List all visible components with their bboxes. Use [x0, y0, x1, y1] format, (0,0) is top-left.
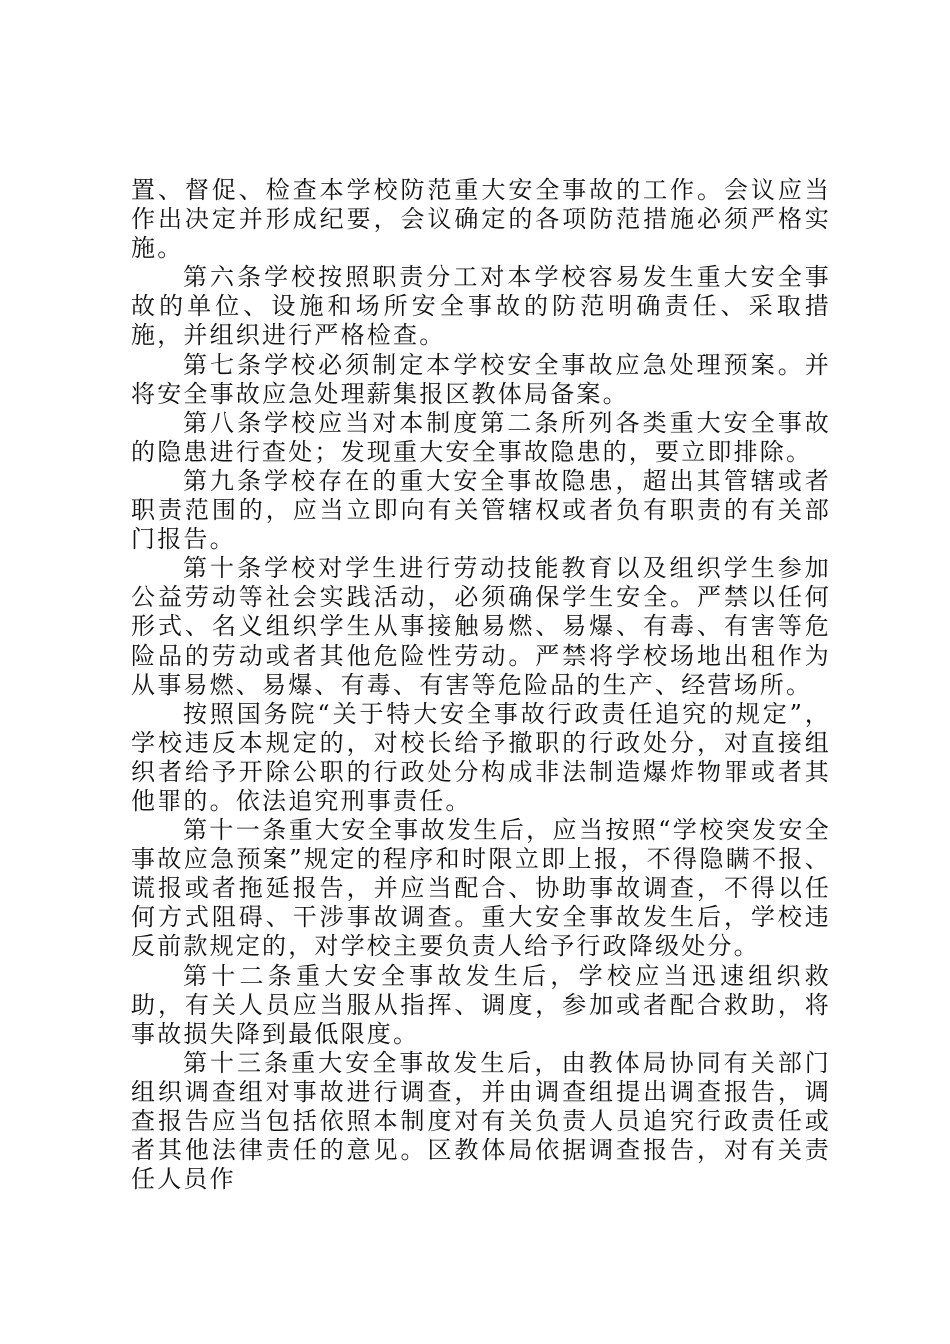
paragraph-article-7: 第七条学校必须制定本学校安全事故应急处理预案。并将安全事故应急处理薪集报区教体局备案。 — [131, 350, 831, 408]
paragraph-article-13: 第十三条重大安全事故发生后，由教体局协同有关部门组织调查组对事故进行调查，并由调查组提出调查报告，调查报告应当包括依照本制度对有关负责人员追究行政责任或者其他法律责任的意见。区教体局依据调查报告，对有关责任人员作 — [131, 1048, 831, 1194]
paragraph-article-11: 第十一条重大安全事故发生后，应当按照“学校突发安全事故应急预案”规定的程序和时限立即上报，不得隐瞒不报、谎报或者拖延报告，并应当配合、协助事故调查，不得以任何方式阻碍、干涉事故调查。重大安全事故发生后，学校违反前款规定的，对学校主要负责人给予行政降级处分。 — [131, 816, 831, 961]
document-body — [131, 176, 831, 1194]
paragraph-state-council-rule: 按照国务院“关于特大安全事故行政责任追究的规定”，学校违反本规定的，对校长给予撤职的行政处分，对直接组织者给予开除公职的行政处分构成非法制造爆炸物罪或者其他罪的。依法追究刑事责任。 — [131, 699, 831, 815]
paragraph-article-6: 第六条学校按照职责分工对本学校容易发生重大安全事故的单位、设施和场所安全事故的防范明确责任、采取措施，并组织进行严格检查。 — [131, 263, 831, 350]
paragraph-article-9: 第九条学校存在的重大安全事故隐患，超出其管辖或者职责范围的，应当立即向有关管辖权或者负有职责的有关部门报告。 — [131, 466, 831, 554]
paragraph-continuation: 置、督促、检查本学校防范重大安全事故的工作。会议应当作出决定并形成纪要，会议确定的各项防范措施必须严格实施。 — [131, 176, 831, 263]
paragraph-article-8: 第八条学校应当对本制度第二条所列各类重大安全事故的隐患进行查处；发现重大安全事故隐患的，要立即排除。 — [131, 408, 831, 466]
paragraph-article-10: 第十条学校对学生进行劳动技能教育以及组织学生参加公益劳动等社会实践活动，必须确保学生安全。严禁以任何形式、名义组织学生从事接触易燃、易爆、有毒、有害等危险品的劳动或者其他危险性劳动。严禁将学校场地出租作为从事易燃、易爆、有毒、有害等危险品的生产、经营场所。 — [131, 554, 831, 699]
paragraph-article-12: 第十二条重大安全事故发生后，学校应当迅速组织救助，有关人员应当服从指挥、调度，参加或者配合救助，将事故损失降到最低限度。 — [131, 961, 831, 1048]
